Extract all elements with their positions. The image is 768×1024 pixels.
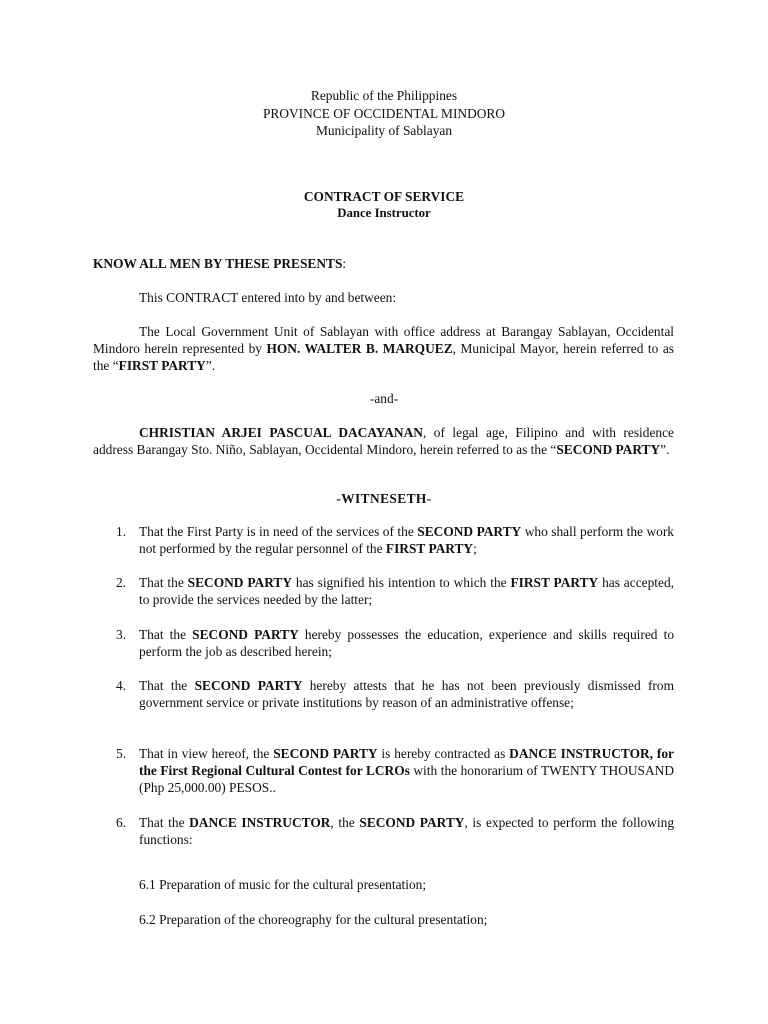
contract-title-main: CONTRACT OF SERVICE [303, 189, 465, 204]
list-item [116, 626, 674, 660]
list-item [116, 677, 674, 711]
list-item-number: 4. [116, 678, 127, 693]
and-separator: -and- [369, 391, 399, 406]
first-party-text-2: , Municipal Mayor, herein referred to as the “ [93, 341, 674, 373]
first-party-name: HON. WALTER B. MARQUEZ [266, 341, 453, 356]
header-province: PROVINCE OF OCCIDENTAL MINDORO [262, 105, 506, 121]
contract-title [0, 188, 768, 222]
list-item-text: That in view hereof, the SECOND PARTY is hereby contracted as DANCE INSTRUCTOR, for the First Regional Cultural Contest for LCROs with the honorarium of TWENTY THOUSAND (Php 25,000.00) PESOS.. [139, 746, 674, 795]
list-item [116, 814, 674, 848]
contract-title-sub: Dance Instructor [337, 206, 431, 220]
list-item-text: That the DANCE INSTRUCTOR, the SECOND PARTY, is expected to perform the following functions: [139, 815, 675, 847]
list-item-number: 2. [116, 575, 127, 590]
opening-line [93, 255, 674, 272]
second-party-name: CHRISTIAN ARJEI PASCUAL DACAYANAN [139, 425, 423, 440]
second-party-paragraph [93, 424, 674, 458]
witnesseth-heading: -WITNESETH- [336, 491, 432, 506]
list-item-number: 1. [116, 524, 127, 539]
document-header [0, 87, 768, 140]
header-republic: Republic of the Philippines [310, 88, 458, 103]
list-item-text: That the First Party is in need of the services of the SECOND PARTY who shall perform the work not performed by the regular personnel of the FIRST PARTY; [139, 524, 674, 556]
sub-item: 6.2 Preparation of the choreography for the cultural presentation; [139, 912, 488, 927]
second-party-text-2: ”. [660, 442, 670, 457]
second-party-label: SECOND PARTY [556, 442, 661, 457]
header-municipality: Municipality of Sablayan [315, 123, 453, 138]
sub-item: 6.1 Preparation of music for the cultural presentation; [139, 877, 427, 892]
opening-colon: : [342, 256, 347, 271]
second-party-text-1: , of legal age, Filipino and with residence address Barangay Sto. Niño, Sablayan, Occidental Mindoro, herein referred to as the “ [93, 425, 674, 457]
first-party-text-3: ”. [205, 358, 216, 373]
list-item [116, 745, 674, 796]
list-item-text: That the SECOND PARTY hereby attests that he has not been previously dismissed from government service or private institutions by reason of an administrative offense; [139, 678, 675, 710]
first-party-label: FIRST PARTY [118, 358, 206, 373]
list-item [116, 523, 674, 557]
first-party-text-1: The Local Government Unit of Sablayan with office address at Barangay Sablayan, Occidental Mindoro herein represented by [93, 324, 674, 356]
list-item-number: 5. [116, 746, 127, 761]
opening-lead: KNOW ALL MEN BY THESE PRESENTS [93, 256, 343, 271]
list-item-text: That the SECOND PARTY hereby possesses the education, experience and skills required to perform the job as described herein; [139, 627, 675, 659]
list-item-text: That the SECOND PARTY has signified his intention to which the FIRST PARTY has accepted, to provide the services needed by the latter; [139, 575, 674, 607]
list-item-number: 6. [116, 815, 127, 830]
list-item-number: 3. [116, 627, 127, 642]
first-party-paragraph [93, 323, 674, 374]
list-item [116, 574, 674, 608]
intro-paragraph: This CONTRACT entered into by and between: [139, 290, 397, 305]
